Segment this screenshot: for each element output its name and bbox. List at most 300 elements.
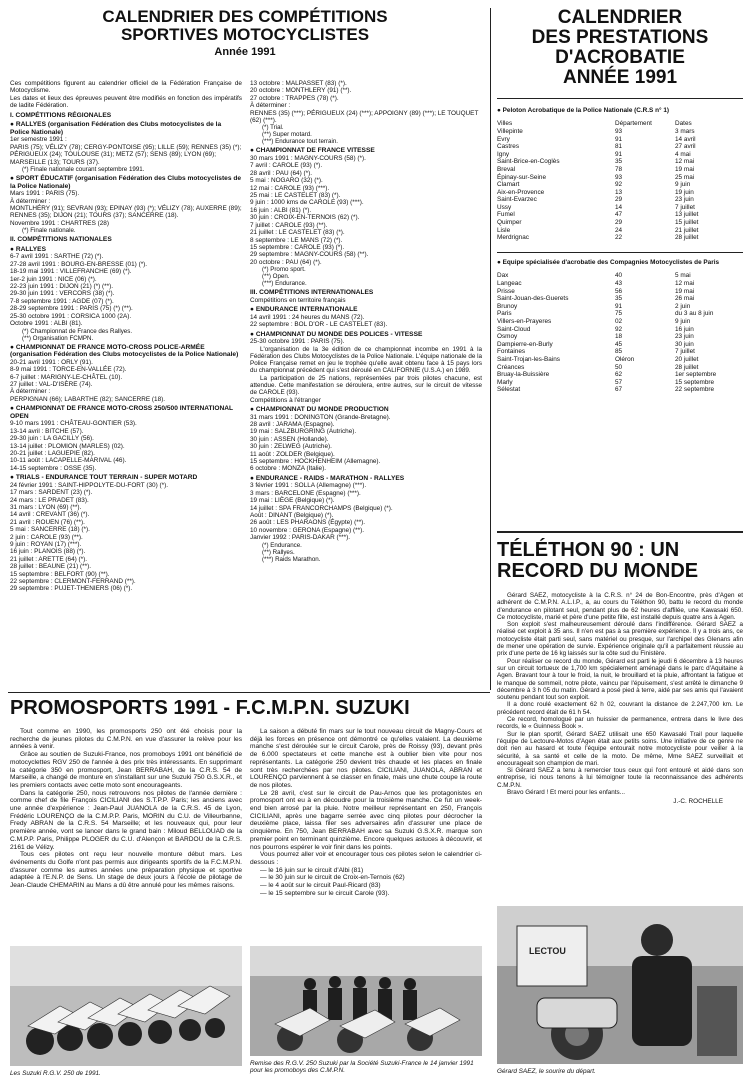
cell-date: 26 mai [675,295,695,303]
cell-departement: 93 [615,173,623,181]
calendar-event: 15 septembre : BELFORT (90) (**). [10,570,110,578]
telethon-photo [497,906,743,1064]
promosports-photo-bikes [10,946,242,1066]
calendar-event: 14 juillet : SPA FRANCORCHAMPS (Belgique) (*). [250,504,393,512]
cell-date: 27 avril [675,143,696,151]
calendar-section-heading: ● TRIALS - ENDURANCE TOUT TERRAIN - SUPER MOTARD [10,474,198,482]
calendar-event: 25-30 octobre 1991 : CORSICA 1000 (2A). [10,312,132,320]
header-dates: Dates [675,120,692,128]
calendar-event: Compétitions en territoire français [250,296,346,304]
cell-departement: 40 [615,272,623,280]
calendar-event: À déterminer : [10,197,51,205]
table-row [497,310,743,318]
telethon-signature: J.-C. ROCHELLE [673,798,723,806]
calendar-event: 1er semestre 1991 : [10,136,67,144]
calendar-event: 14 avril : CREVANT (36) (*). [10,511,90,519]
promosports-paragraph: Tous ces pilotes ont reçu leur nouvelle monture début mars. Les événements du Golfe n'ont pas permis aux dirigeants sportifs de la F.C.M.P.N. d'assurer comme les autres années une préparation physique et sportive adaptée à l'E.N.P. de Sens. Un stage de deux jours à l'école de pilotage de Jean-Claude CHEMARIN au Mans a dû être annulé pour les mêmes raisons. [10,851,242,890]
cell-date: 22 septembre [675,386,715,394]
cell-date: du 3 au 8 juin [675,310,714,318]
calendar-section-heading: III. COMPÉTITIONS INTERNATIONALES [250,289,374,297]
table-row [497,288,743,296]
calendar-event: 30 mars 1991 : MAGNY-COURS (58) (*). [250,155,366,163]
calendar-event: 29 septembre : PUJET-THENIERS (06) (*). [10,585,133,593]
acrobatie-table-peloton [497,120,743,242]
telethon-paragraph: Pour réaliser ce record du monde, Gérard est parti le jeudi 6 décembre à 13 heures sur un circuit tortueux de 1,700 km spécialement aménagé dans le parc d'Aquitaine à Agen. Bravant tour à tour le froid, la nuit, le brouillard et la pluie, affrontant la fatigue et le manque de sommeil, notre pilote, vaincu par l'épuisement, s'est arrêté le dimanche 9 décembre à 3 h 05 du matin. Gérard a posé pied à terre, aidé par ses amis qui l'avaient soutenu pendant tout son exploit. [497,657,743,702]
cell-ville: Langeac [497,280,522,288]
promosports-dates-list [250,867,482,898]
calendar-title-line1: CALENDRIER DES COMPÉTITIONS [102,7,388,26]
column-divider [490,8,491,690]
cell-departement: 56 [615,287,623,295]
calendar-event: 31 mars 1991 : DONINGTON (Grande-Bretagne). [250,413,391,421]
cell-departement: 13 [615,188,623,196]
cell-departement: 50 [615,363,623,371]
cell-ville: Saint-Brice-en-Coglès [497,158,560,166]
calendar-event: 25-30 octobre 1991 : PARIS (75). [250,338,345,346]
calendar-section-heading: ● SPORT ÉDUCATIF (organisation Fédération des Clubs motocyclistes de la Police Nationale) [10,175,242,190]
promosports-paragraphs-2 [250,728,482,867]
calendar-title-line2: SPORTIVES MOTOCYCLISTES [120,24,370,44]
calendar-event: À déterminer : [250,102,291,110]
calendar-footnote: (*) Trial. [262,124,284,132]
table-row [497,181,743,189]
cell-date: 14 avril [675,135,696,143]
calendar-footnote: (***) Endurance tout terrain. [262,138,339,146]
cell-date: 21 juillet [675,226,699,234]
calendar-event: 9 juin : ROYAN (17) (***). [10,541,82,548]
promosports-paragraph: La saison a débuté fin mars sur le tout nouveau circuit de Magny-Cours et déjà les forces en présence ont démontré ce qu'elles valaient. La deuxième manche s'est déroulée sur le circuit Carole, près de Roissy (93), devant près de 6.000 spectateurs et cette manche est à oublier bien vite pour nos représentants. La catégorie 250 devient très chaude et les places en finale sont très recherchées par nos pilotes. CICILIANI, JUANOLA, ABRAN et LOURENÇO parviennent à se classer en finale, mais une chute coupe la route de nos pilotes. [250,728,482,789]
table-row [497,295,743,303]
promosports-column-2 [250,728,482,897]
calendar-event: 11 août : ZOLDER (Belgique). [250,450,335,458]
calendar-event: 5 mai : NOGARO (32) (*). [250,177,323,185]
promosports-photo-ceremony [250,946,482,1056]
table-row [497,364,743,372]
table-row [497,234,743,242]
calendar-event: PERPIGNAN (66); LABARTHE (82); SANCERRE (18). [10,395,166,403]
cell-ville: Aix-en-Provence [497,188,545,196]
table-row [497,272,743,280]
calendar-event: 20-21 avril 1991 : ORLY (91). [10,358,93,366]
calendar-event: 7 juillet : CAROLE (93) (**). [250,221,328,229]
cell-date: 23 juin [675,333,694,341]
acrobatie-table-cmp [497,272,743,394]
cell-ville: Prisse [497,287,515,295]
cell-ville: Sélestat [497,386,521,394]
cell-date: 15 juillet [675,219,699,227]
table-row [497,371,743,379]
promosports-date-item: — le 16 juin sur le circuit d'Albi (81) [260,866,364,874]
telethon-paragraph: Si Gérard SAEZ a tenu à remercier tous ceux qui l'ont entouré et aidé dans son entreprise, ici nous tenons à lui témoigner toute la reconnaissance des adhérents C.M.P.N. [497,767,743,789]
calendar-event: 28 avril : PAU (64) (*). [250,169,313,177]
calendar-event: 27 juillet : VAL-D'ISÈRE (74). [10,380,93,388]
telethon-title-2: RECORD DU MONDE [497,560,699,582]
calendar-event: 9 juin : 1000 kms de CAROLE (93) (***). [250,199,364,207]
calendar-list-2 [250,80,482,563]
promosports-caption-2: Remise des R.G.V. 250 Suzuki par la Société Suzuki-France le 14 janvier 1991 pour les promoboys des C.M.P.N. [250,1060,474,1075]
calendar-event: 28 juillet : BEAUNE (21) (**). [10,563,91,571]
cell-departement: Oléron [615,355,635,363]
calendar-section-heading: I. COMPÉTITIONS RÉGIONALES [10,111,112,119]
calendar-event: 14-15 septembre : OSSE (35). [10,464,97,472]
telethon-body [497,592,743,796]
calendar-event: 28 avril : JARAMA (Espagne). [250,421,335,429]
calendar-header [10,8,480,58]
calendar-event: 26 août : LES PHARAONS (Égypte) (**). [250,519,366,527]
cell-departement: 02 [615,318,623,325]
calendar-event: Compétitions à l'étranger [250,396,321,404]
cell-ville: Fumel [497,211,515,219]
calendar-section-heading: ● CHAMPIONNAT DE FRANCE MOTO-CROSS POLICE-ARMÉE (organisation Fédération des Clubs motocyclistes de la Police Nationale) [10,343,239,359]
calendar-footnote: (***) Endurance. [262,280,307,288]
calendar-event: 17 mars : SARDENT (23) (*). [10,489,93,497]
cell-departement: 35 [615,295,623,303]
calendar-event: Août : DINANT (Belgique) (*). [250,512,334,520]
table-row [497,326,743,334]
cell-ville: Bruay-la-Buissière [497,371,550,379]
cell-departement: 22 [615,234,623,242]
cell-ville: Evry [497,135,510,143]
acrobatie-title-1: CALENDRIER [557,7,683,28]
cell-departement: 92 [615,181,623,189]
calendar-event: 7-8 septembre 1991 : AGDE (07) (*). [10,297,114,305]
calendar-event: 29-30 juin 1991 : VERCORS (38) (*). [10,290,115,298]
acrobatie-peloton-heading: ● Peloton Acrobatique de la Police Nationale (C.R.S n° 1) [497,106,670,114]
cell-date: 19 juin [675,188,694,196]
calendar-event: 21 avril : ROUEN (76) (**). [10,518,85,526]
cell-date: 16 juin [675,325,694,333]
svg-text:LECTOU: LECTOU [529,946,566,956]
cell-departement: 29 [615,219,623,227]
calendar-footnote: (*) Championnat de France des Rallyes. [22,327,133,335]
cell-ville: Ussy [497,203,512,211]
calendar-event: RENNES (35) (***); PÉRIGUEUX (24) (***); APPOIGNY (89) (***); LE TOUQUET (62) (***). [250,109,479,125]
calendar-section-heading: ● RALLYES [10,245,46,253]
cell-date: 1er septembre [675,371,717,379]
acrobatie-title-4: ANNÉE 1991 [562,66,678,88]
calendar-section-heading: ● CHAMPIONNAT DU MONDE DES POLICES - VITESSE [250,330,423,338]
cell-ville: Paris [497,310,512,318]
calendar-event: 15 septembre : CAROLE (93) (*). [250,243,345,251]
cell-date: 30 juin [675,340,694,348]
cell-date: 5 mai [675,272,691,280]
calendar-event: Novembre 1991 : CHARTRES (28) [10,219,109,227]
cell-date: 7 juillet [675,348,695,356]
acrobatie-rule-2 [497,252,743,253]
calendar-event: Janvier 1992 : PARIS-DAKAR (***). [250,534,351,542]
table-row [497,128,743,136]
table-row [497,318,743,326]
cell-departement: 24 [615,226,623,234]
calendar-event: 8 septembre : LE MANS (72) (*). [250,236,343,244]
acrobatie-title-2: DES PRESTATIONS [531,26,709,48]
cell-date: 4 mai [675,150,691,158]
cell-ville: Créances [497,363,525,371]
calendar-list-1 [10,112,242,593]
cell-date: 23 juin [675,196,694,204]
calendar-event: 3 février 1991 : SOLLA (Allemagne) (***). [250,482,367,490]
promosports-column-1 [10,728,242,890]
cell-date: 28 juillet [675,234,699,242]
calendar-event: 21 juillet : ARETTE (64) (*). [10,555,88,563]
calendar-event: Mars 1991 : PARIS (75). [10,190,80,198]
table-row [497,211,743,219]
table-row [497,227,743,235]
cell-ville: Dax [497,272,509,280]
cell-ville: Épinay-sur-Seine [497,173,547,181]
calendar-event: 29 septembre : MAGNY-COURS (58) (**). [250,251,369,259]
calendar-event: 2 juin : CAROLE (93) (**). [10,533,83,541]
cell-ville: Breval [497,165,516,173]
promosports-section [8,698,490,719]
promosports-paragraph: Le 28 avril, c'est sur le circuit de Pau-Arnos que les protagonistes en promosport ont eu à en découdre pour la troisième manche. Ce fut un week-end bien arrosé par la pluie. Notre meilleur représentant en 250, François CICILIANI, après une bagarre serrée avec cinq pilotes pour décrocher la deuxième place, laissa filer ses adversaires afin d'assurer une place de cinquième. En 750, Jean BERRABAH avec sa Suzuki G.S.X.R. marque son premier point en terminant quinzième. Encore quelques astuces à découvrir, et nos pourrons espérer le voir finir dans les points. [250,789,482,851]
table-row [497,196,743,204]
telethon-photo-caption: Gérard SAEZ, le sourire du départ. [497,1068,596,1075]
calendar-event: À déterminer : [10,388,51,396]
promosports-paragraph: Vous pourrez aller voir et encourager tous ces pilotes selon le calendrier ci-dessous : [250,851,482,866]
calendar-event: 30 juin : ASSEN (Hollande). [250,435,329,443]
calendar-event: 7 avril : CAROLE (93) (*). [250,162,323,170]
calendar-event: 8-9 mai 1991 : TORCE-EN-VALLÉE (72). [10,366,127,374]
telethon-title-1: TÉLÉTHON 90 : UN [497,539,680,561]
telethon-paragraph: Ce record, homologué par un huissier de permanence, entrera dans le livre des records, le « Guinness Book ». [497,716,743,731]
cell-departement: 91 [615,150,623,158]
cell-departement: 14 [615,203,623,211]
promosports-paragraph: Tout comme en 1990, les promosports 250 ont été choisis pour la recherche de jeunes pilotes du C.M.P.N. en vue d'assurer la relève pour les années à venir. [10,728,242,751]
cell-date: 12 mai [675,158,695,166]
calendar-footnote: (**) Organisation FCMPN. [22,334,94,342]
cell-departement: 92 [615,325,623,333]
calendar-event: 15 septembre : HOCKHENHEIM (Allemagne). [250,458,381,466]
calendar-event: 20-21 juillet : LAGUEPIE (82). [10,449,95,457]
telethon-rule [497,531,743,533]
calendar-event: 6-7 avril 1991 : SARTHE (72) (*). [10,253,104,261]
cell-date: 19 mai [675,165,695,173]
promosports-title: PROMOSPORTS 1991 - F.C.M.P.N. SUZUKI [10,697,410,719]
calendar-event: 31 mars : LYON (69) (**). [10,503,82,511]
cell-ville: Saint-Jouan-des-Guerets [497,295,569,303]
table-header-row [497,120,743,128]
cell-date: 9 juin [675,181,691,189]
telethon-paragraph: Il a donc roulé exactement 62 h 02, couvrant la distance de 2.247,700 km. Le précédent record était de 61 h 54. [497,701,743,716]
table-row [497,158,743,166]
cell-ville: Villepinte [497,127,523,135]
calendar-section-heading: ● CHAMPIONNAT DE FRANCE VITESSE [250,147,375,155]
calendar-section-heading: ● ENDURANCE - RAIDS - MARATHON - RALLYES [250,474,405,482]
cell-ville: Merdrignac [497,234,529,242]
calendar-event: 20 octobre : PAU (64) (*). [250,258,322,266]
cell-ville: Brunoy [497,302,518,310]
calendar-event: 30 juin : CROIX-EN-TERNOIS (62) (*). [250,214,360,222]
cell-departement: 29 [615,196,623,204]
calendar-event: 30 juin : ZELWEG (Autriche). [250,443,332,451]
calendar-event: 16 juin : ALBI (81) (*). [250,206,312,214]
cell-date: 3 mars [675,127,695,135]
cell-ville: Saint-Evarzec [497,196,537,204]
calendar-event: 6 octobre : MONZA (Italie). [250,465,327,473]
table-row [497,166,743,174]
calendar-event: 13-14 avril : BITCHE (57). [10,427,84,435]
cell-ville: Castres [497,143,520,151]
cell-ville: Villers-en-Prayeres [497,318,552,325]
cell-date: 28 juillet [675,363,699,371]
table-row [497,136,743,144]
calendar-footnote: (***) Raids Marathon. [262,555,321,563]
cell-date: 20 juillet [675,355,699,363]
calendar-event: 24 mars : LE PRADET (83). [10,496,89,504]
calendar-event: 12 mai : CAROLE (93) (***). [250,184,330,192]
table-row [497,280,743,288]
promosports-date-item: — le 30 juin sur le circuit de Croix-en-Ternois (62) [260,874,405,882]
calendar-event: 27 octobre : TRAPPES (78) (*). [250,94,339,102]
promo-rule [8,692,490,693]
cell-departement: 67 [615,386,623,394]
calendar-section-heading: ● CHAMPIONNAT DU MONDE PRODUCTION [250,406,389,414]
cell-departement: 62 [615,371,623,379]
acrobatie-section [497,8,743,394]
calendar-event: 22 septembre : BOL D'OR - LE CASTELET (83). [250,321,388,329]
table-row [497,348,743,356]
cell-departement: 91 [615,302,623,310]
calendar-event: 1er-2 juin 1991 : NICE (06) (*). [10,275,97,283]
cell-departement: 78 [615,165,623,173]
cell-ville: Quimper [497,219,522,227]
calendar-footnote: (*) Promo sport. [262,266,306,274]
telethon-paragraph: Sur le plan sportif, Gérard SAEZ utilisait une 650 Kawasaki Trail pour laquelle l'équipe de Lectoure-Motos d'Agen était aux petits soins. Une initiative de ce genre ne doit rien au hasard et toute l'équipe entourait notre motocycliste pour veiller à la sécurité, à sa santé et celle de la moto. De même, Mme SAEZ surveillait et encourageait son champion de mari. [497,730,743,767]
calendar-event: 19 mai : LIÈGE (Belgique) (*). [250,497,335,505]
promosports-paragraph: Grâce au soutien de Suzuki-France, nos promoboys 1991 ont bénéficié de motocyclettes RGV 250 de l'année à des prix très intéressants. En supprimant la catégorie 350 en promosport, Jean BERRABAH, de la C.R.S. 54 de Marseille, a changé de monture en s'installant sur une Suzuki 750 G.S.X.R., et les premiers contacts avec cette moto sont encourageants. [10,751,242,789]
calendar-section-heading: ● RALLYES (organisation Fédération des Clubs motocyclistes de la Police Nationale) [10,121,222,136]
cell-date: 9 juin [675,318,691,325]
cell-ville: Marly [497,378,513,386]
promosports-date-item: — le 15 septembre sur le circuit Carole (93). [260,889,390,897]
table-row [497,219,743,227]
table-row [497,204,743,212]
cell-ville: Dampierre-en-Burly [497,340,553,348]
table-row [497,341,743,349]
cell-date: 25 mai [675,173,695,181]
rider-photo-graphic [497,906,743,1064]
calendar-event: 22-23 juin 1991 : DIJON (21) (*) (**). [10,283,113,291]
cell-ville: Saint-Trojan-les-Bains [497,355,560,363]
calendar-footnote: (**) Rallyes. [262,548,295,556]
calendar-footnote: (**) Open. [262,273,290,281]
calendar-paragraph: La participation de 25 nations, représentées par trois pilotes chacune, est attendue. Cette manifestation se déroulera, entre autres, sur le circuit de vitesse de CAROLE (93). [250,374,482,397]
cell-departement: 57 [615,378,623,386]
cell-date: 7 juillet [675,203,695,211]
calendar-event: 20 octobre : MONTHLERY (91) (**). [250,87,352,95]
cell-ville: Clamart [497,181,520,189]
calendar-intro-paragraph: Ces compétitions figurent au calendrier officiel de la Fédération Française de Motocyclisme. [10,80,242,95]
cell-date: 13 juillet [675,211,699,219]
calendar-footnote: (*) Finale nationale courant septembre 1991. [22,166,145,174]
calendar-subtitle: Année 1991 [214,45,276,58]
calendar-section-heading: ● CHAMPIONNAT DE FRANCE MOTO-CROSS 250/500 INTERNATIONAL OPEN [10,405,233,420]
telethon-paragraph: Gérard SAEZ, motocycliste à la C.R.S. n° 24 de Bon-Encontre, près d'Agen et adhérent de C.M.P.N. A.L.I.P., a, au cours du Téléthon 90, battu le record du monde d'endurance en pilotant seul, pendant plus de 62 heures d'affilée, une Kawasaki 650. Ce motocycliste, marié et père d'une petite fille, est installé depuis quatre ans à Agen. [497,592,743,621]
acrobatie-rule [497,98,743,99]
calendar-event: PARIS (75); VÉLIZY (78); CERGY-PONTOISE (95); LILLE (59); RENNES (35) (*); PÉRIGUEUX (24); TOULOUSE (31); METZ (57); SENS (89); LYON (69); MARSEILLE (13); TOURS (37). [10,143,242,166]
calendar-footnote: (*) Finale nationale. [22,227,76,235]
calendar-section-heading: ● ENDURANCE INTERNATIONALE [250,306,358,314]
calendar-event: 19 mai : SALZBURGRING (Autriche). [250,428,357,436]
table-row [497,333,743,341]
promosports-caption-1: Les Suzuki R.G.V. 250 de 1991. [10,1070,101,1077]
calendar-column-vitesse-international [250,80,482,563]
cell-departement: 85 [615,348,623,356]
calendar-event: MONTLHÉRY (91); SEVRAN (93); EPINAY (93) (*); VÉLIZY (78); AUXERRE (89); RENNES (35); DIJON (21); TOURS (37); SANCERRE (18). [10,205,242,220]
cell-ville: Saint-Cloud [497,325,531,333]
calendar-footnote: (**) Super motard. [262,131,312,139]
table-row [497,151,743,159]
promosports-date-item: — le 4 août sur le circuit Paul-Ricard (83) [260,882,381,890]
cell-ville: Fontaines [497,348,526,356]
table-row [497,386,743,394]
table-row [497,174,743,182]
suzuki-bikes-graphic [10,946,242,1066]
cell-departement: 47 [615,211,623,219]
calendar-event: 10-11 août : LACAPELLE-MARIVAL (46). [10,457,127,465]
acrobatie-title-3: D'ACROBATIE [555,46,685,68]
calendar-event: 21 juillet : LE CASTELET (83) (*). [250,229,345,237]
header-departement: Département [615,120,652,128]
calendar-intro [10,80,242,110]
cell-ville: Lisle [497,226,511,234]
cell-date: 15 septembre [675,378,715,386]
calendar-event: 3 mars : BARCELONE (Espagne) (***). [250,489,361,497]
table-row [497,189,743,197]
cell-departement: 75 [615,310,623,318]
calendar-event: 5 mai : SANCERRE (18) (*). [10,526,90,534]
calendar-column-regional-national [10,80,242,593]
calendar-paragraph: L'organisation de la 3e édition de ce championnat incombe en 1991 à la Fédération des Clubs Motocyclistes de la Police Nationale. L'équipe nationale de la Police Française remet en jeu le trophée qu'elle avait obtenu face à 15 pays lors du championnat précédent qui s'est déroulé en CALIFORNIE (U.S.A.) en 1989. [250,345,482,375]
cell-ville: Osmoy [497,333,518,341]
calendar-event: 13 octobre : MALPASSET (83) (*). [250,80,347,87]
acrobatie-cmp-heading: ● Equipe spécialisée d'acrobatie des Compagnies Motocyclistes de Paris [497,258,720,266]
calendar-event: 29-30 juin : LA GACILLY (56). [10,435,94,443]
cell-date: 12 mai [675,280,695,288]
cell-departement: 35 [615,158,623,166]
calendar-section-heading: II. COMPÉTITIONS NATIONALES [10,236,112,244]
telethon-paragraph: Son exploit s'est malheureusement déroulé dans l'indifférence. Gérard SAEZ a réalisé cet exploit à 35 ans. Il n'en est pas à sa première expérience. Il y a trois ans, ce motocycliste était parti seul, sans matériel ou presque, sur l'archipel des Glenans afin de mener une opération de survie. Expérience originale qu'il a parfaitement réussie au prix d'une perte de 16 kg laissés sur la côte sud du Finistère. [497,621,743,658]
calendar-event: 13-14 juillet : PLOMION (MARLES) (02). [10,442,125,450]
calendar-event: 24 février 1991 : SAINT-HIPPOLYTE-DU-FORT (30) (*). [10,481,169,489]
calendar-event: Octobre 1991 : ALBI (81). [10,320,83,328]
cell-date: 19 mai [675,287,695,295]
cell-departement: 43 [615,280,623,288]
telethon-section [497,540,743,805]
cell-departement: 18 [615,333,623,341]
calendar-event: 9-10 mars 1991 : CHÂTEAU-GONTIER (53). [10,420,137,428]
calendar-event: 14 avril 1991 : 24 heures du MANS (72). [250,313,365,321]
cell-departement: 93 [615,127,623,135]
ceremony-graphic [250,946,482,1056]
cell-date: 2 juin [675,302,691,310]
table-row [497,356,743,364]
table-row [497,303,743,311]
calendar-event: 25 mai : LE CASTELET (83) (*). [250,192,341,200]
calendar-event: 27-28 avril 1991 : BOURG-EN-BRESSE (01) (*). [10,260,148,268]
calendar-event: 22 septembre : CLERMONT-FERRAND (**). [10,578,136,586]
cell-departement: 91 [615,135,623,143]
header-villes: Villes [497,120,513,128]
cell-ville: Igny [497,150,510,158]
table-row [497,379,743,387]
calendar-event: 16 juin : PLANOIS (88) (*). [10,548,86,556]
calendar-footnote: (*) Endurance. [262,541,302,549]
calendar-event: 18-19 mai 1991 : VILLEFRANCHE (69) (*). [10,268,132,276]
table-row [497,143,743,151]
telethon-paragraph: Bravo Gérard ! Et merci pour les enfants... [507,789,625,797]
